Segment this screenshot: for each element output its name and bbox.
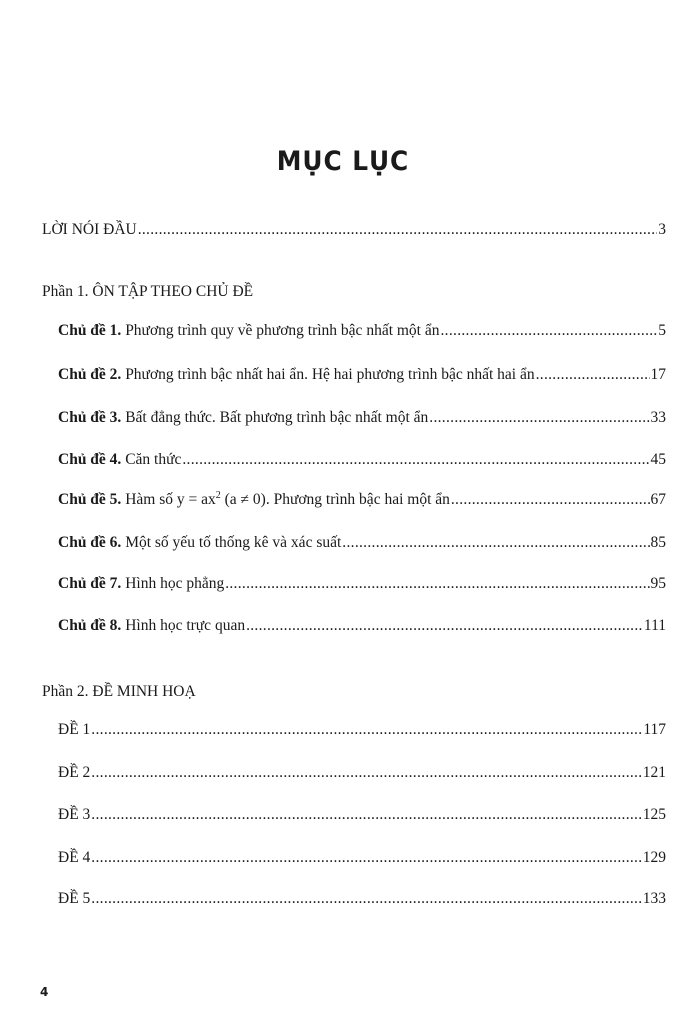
toc-entry-exam-5 [58, 890, 666, 908]
dot-leader [138, 221, 658, 239]
topic-prefix: Chủ đề 1. [58, 322, 122, 339]
page-title: MỤC LỤC [276, 146, 410, 177]
topic-title: Hình học trực quan [125, 617, 246, 634]
superscript: 2 [215, 489, 221, 501]
toc-entry-page: 5 [658, 322, 666, 339]
toc-entry-page: 129 [642, 849, 666, 866]
toc-entry-topic-2 [58, 366, 666, 384]
topic-title: Hình học phẳng [125, 575, 225, 592]
topic-title: Phương trình quy về phương trình bậc nhất một ẩn [125, 322, 440, 339]
topic-prefix: Chủ đề 4. [58, 451, 122, 468]
dot-leader [91, 890, 641, 908]
page-number: 4 [40, 985, 49, 999]
toc-entry-exam-3 [58, 806, 666, 824]
dot-leader [246, 617, 643, 635]
toc-entry-label: ĐỀ 3 [58, 806, 91, 823]
topic-title: Một số yếu tố thống kê và xác suất [125, 534, 342, 551]
toc-entry-label: LỜI NÓI ĐẦU [42, 221, 137, 238]
topic-prefix: Chủ đề 5. [58, 491, 122, 508]
topic-prefix: Chủ đề 6. [58, 534, 122, 551]
topic-title-part: (a ≠ 0). Phương trình bậc hai một ẩn [220, 491, 450, 508]
topic-title: Phương trình bậc nhất hai ẩn. Hệ hai phương trình bậc nhất hai ẩn [125, 366, 535, 383]
toc-entry-label: ĐỀ 2 [58, 764, 91, 781]
topic-prefix: Chủ đề 8. [58, 617, 122, 634]
topic-prefix: Chủ đề 7. [58, 575, 122, 592]
topic-prefix: Chủ đề 2. [58, 366, 122, 383]
toc-entry-topic-8 [58, 617, 666, 635]
toc-entry-page: 33 [650, 409, 666, 426]
dot-leader [182, 451, 649, 469]
toc-entry-topic-4 [58, 451, 666, 469]
dot-leader [429, 409, 649, 427]
toc-entry-exam-4 [58, 849, 666, 867]
toc-entry-page: 85 [650, 534, 666, 551]
toc-entry-page: 67 [650, 491, 666, 508]
toc-entry-exam-1 [58, 721, 666, 739]
dot-leader [536, 366, 650, 384]
toc-entry-exam-2 [58, 764, 666, 782]
section-heading-part1: Phần 1. ÔN TẬP THEO CHỦ ĐỀ [42, 283, 254, 300]
dot-leader [91, 849, 641, 867]
toc-entry-topic-3 [58, 409, 666, 427]
toc-entry-page: 121 [642, 764, 666, 781]
topic-title: Căn thức [125, 451, 182, 468]
dot-leader [91, 721, 642, 739]
toc-entry-topic-1 [58, 322, 666, 340]
toc-entry-page: 17 [650, 366, 666, 383]
toc-entry-page: 95 [650, 575, 666, 592]
dot-leader [342, 534, 649, 552]
toc-entry-page: 117 [643, 721, 666, 738]
toc-entry-topic-5 [58, 491, 666, 509]
toc-entry-label: ĐỀ 1 [58, 721, 91, 738]
section-heading-part2: Phần 2. ĐỀ MINH HOẠ [42, 683, 196, 700]
toc-entry-page: 133 [642, 890, 666, 907]
toc-entry-page: 3 [658, 221, 666, 238]
toc-entry-label: ĐỀ 5 [58, 890, 91, 907]
dot-leader [441, 322, 658, 340]
toc-entry-page: 45 [650, 451, 666, 468]
toc-entry-page: 125 [642, 806, 666, 823]
topic-prefix: Chủ đề 3. [58, 409, 122, 426]
toc-entry-page: 111 [643, 617, 666, 634]
dot-leader [91, 764, 641, 782]
dot-leader [225, 575, 649, 593]
toc-entry-topic-7 [58, 575, 666, 593]
dot-leader [91, 806, 641, 824]
topic-title-part: Hàm số y = ax [125, 491, 216, 508]
dot-leader [451, 491, 650, 509]
toc-entry-preface [42, 221, 666, 239]
topic-title: Bất đẳng thức. Bất phương trình bậc nhất một ẩn [125, 409, 429, 426]
toc-entry-topic-6 [58, 534, 666, 552]
toc-entry-label: ĐỀ 4 [58, 849, 91, 866]
